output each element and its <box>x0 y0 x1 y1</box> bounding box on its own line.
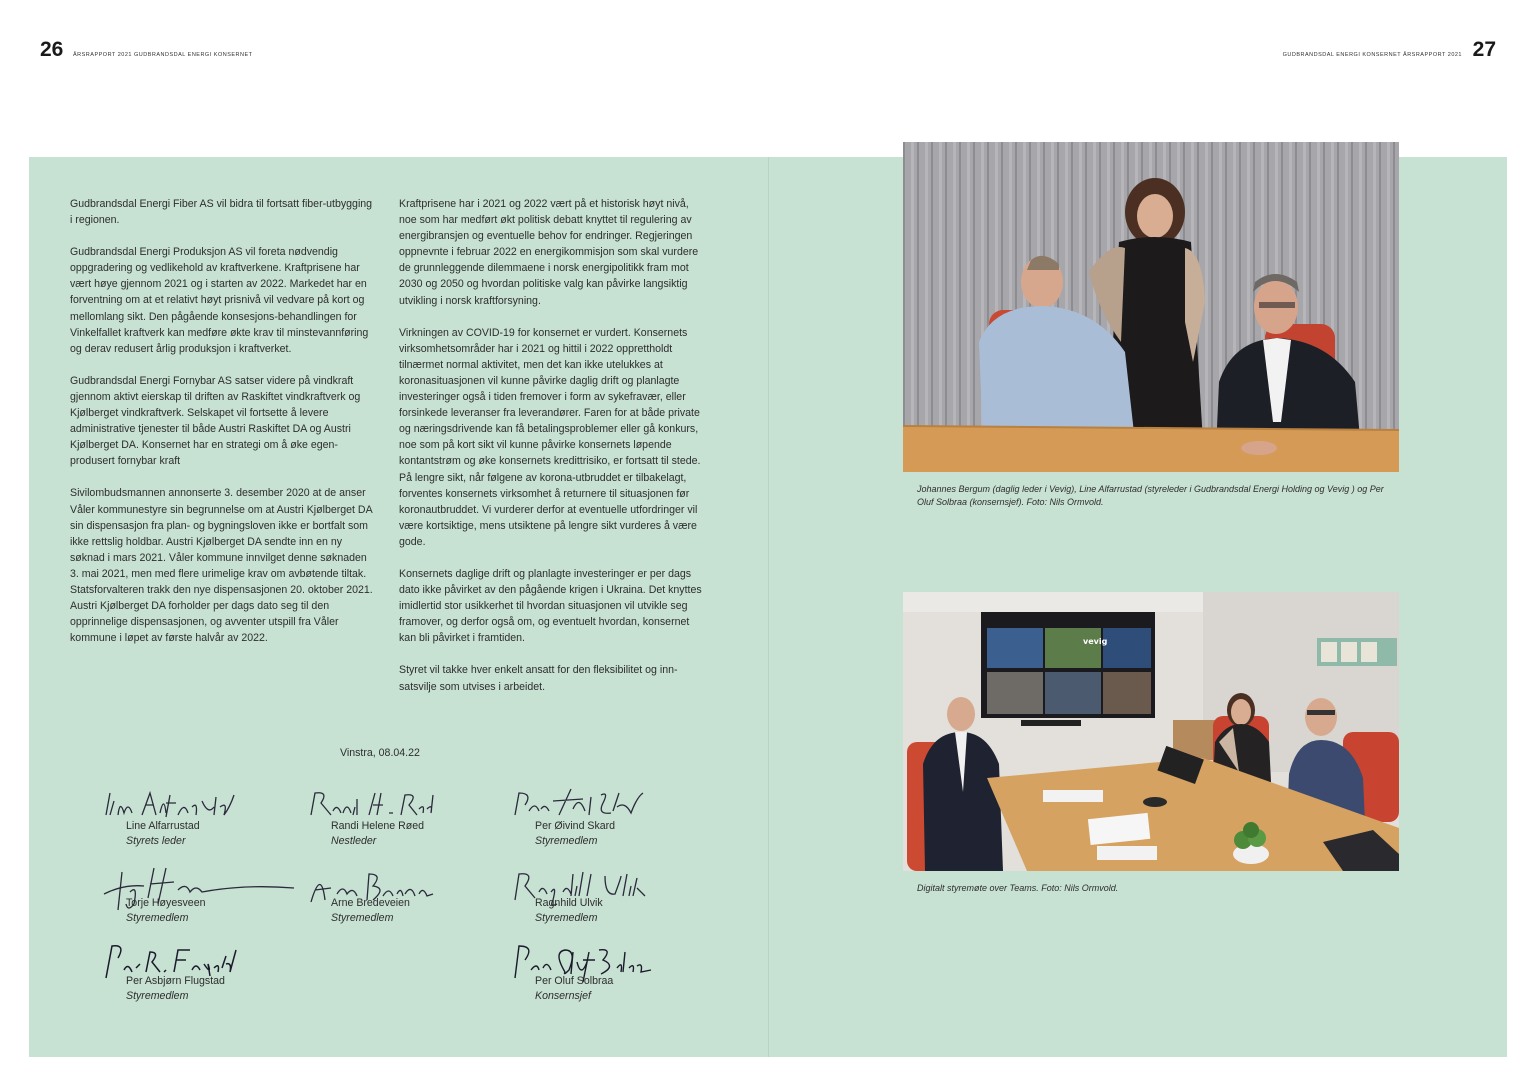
photo1-caption: Johannes Bergum (daglig leder i Vevig), Line Alfarrustad (styreleder i Gudbrandsdal Energi Holding og Vevig ) og Per Oluf Solbraa (konsernsjef). Foto: Nils Ormvold. <box>917 484 1384 507</box>
handwritten-signature <box>309 787 439 823</box>
paragraph: Gudbrandsdal Energi Produksjon AS vil foreta nødvendig oppgradering og vedlikehold av kraftverkene. Kraftprisene har vært høye gjennom 2021 og i starten av 2022. Markedet har en forventning om at et relativt høyt prisnivå vil vedvare på kort og mellomlang sikt. Den pågående konsesjons-behandlingen for Vinkelfallet kraftverk kan medføre økte krav til minstevannføring og derav redusert årlig produksjon i kraftverket. <box>70 246 369 355</box>
paragraph: Kraftprisene har i 2021 og 2022 vært på et historisk høyt nivå, noe som har medført økt politisk debatt knyttet til regulering av energibransjen og eventuelle behov for endringer. Regjeringen oppnevnte i februar 2022 en energikommisjon som skal vurdere de grunnleggende dilemmaene i norsk energipolitikk fram mot 2030 og 2050 og hvordan politiske valg kan påvirke langsiktig utvikling i norsk kraftforsyning. <box>399 198 699 307</box>
page-number-right: 27 <box>1472 38 1496 61</box>
signature-block <box>126 819 326 849</box>
signatory-name: Arne Bredeveien <box>331 897 410 909</box>
paragraph: Gudbrandsdal Energi Fornybar AS satser videre på vindkraft gjennom aktivt eierskap til driften av Raskiftet vindkraftverk og Kjølberget vindkraftverk. Selskapet vil fortsette å levere administrative tjenester til både Austri Raskiftet DA og Austri Kjølberget DA. Konsernet har en strategi om å øke egen-produsert fornybar kraft <box>70 374 361 468</box>
photo2-caption: Digitalt styremøte over Teams. Foto: Nils Ormvold. <box>917 883 1119 893</box>
page-gutter <box>768 157 769 1057</box>
running-title-right: GUDBRANDSDAL ENERGI KONSERNET ÅRSRAPPORT 2021 <box>1282 52 1462 58</box>
running-title-left: ÅRSRAPPORT 2021 GUDBRANDSDAL ENERGI KONSERNET <box>73 52 253 58</box>
text-column-2 <box>399 196 704 711</box>
signatory-role: Styremedlem <box>331 912 394 924</box>
signature-block <box>126 896 326 926</box>
signatory-role: Nestleder <box>331 835 377 847</box>
page-number-left: 26 <box>40 38 64 61</box>
signature-block <box>535 819 735 849</box>
place-date: Vinstra, 08.04.22 <box>340 747 420 759</box>
signatory-name: Torje Høyesveen <box>126 897 206 909</box>
handwritten-signature <box>513 787 653 823</box>
signatory-name: Randi Helene Røed <box>331 820 425 832</box>
signatory-role: Styremedlem <box>535 835 598 847</box>
signatory-role: Styremedlem <box>126 990 189 1002</box>
photo-three-people <box>903 142 1399 472</box>
signature-block <box>331 896 531 926</box>
text-column-1 <box>70 196 375 662</box>
handwritten-signature <box>104 787 244 823</box>
paragraph: Konsernets daglige drift og planlagte investeringer er per dags dato ikke påvirket av den pågående krigen i Ukraina. Det knyttes imidlertid stor usikkerhet til hvordan situasjonen vil utvikle seg framover, og derfor også om, og eventuelt hvordan, konsernet kan bli påvirket i framtiden. <box>399 567 702 645</box>
paragraph: Styret vil takke hver enkelt ansatt for den fleksibilitet og inn-satsvilje som utvises i arbeidet. <box>399 664 678 693</box>
paragraph: Virkningen av COVID-19 for konsernet er vurdert. Konsernets virksomhetsområder har i 2021 og hittil i 2022 opprettholdt tilnærmet normal aktivitet, men det kan ikke utelukkes at koronasituasjonen vil kunne påvirke daglig drift og planlagte investeringer også i tiden fremover i form av sykefravær, eller forsinkede leveranser fra leverandører. Faren for at både private og næringsdrivende kan få betalingsproblemer eller gå konkurs, noe som på kort sikt vil kunne påvirke konsernets løpende kontantstrøm og øke konsernets kredittrisiko, er fortsatt til stede. På lengre sikt, når følgene av korona-utbruddet er tilbakelagt, forventes konsernets virksomhet å returnere til situasjonen før koronautbruddet. Vi vurderer derfor at eventuelle utfordringer vil være kortsiktige, mens utsiktene på lengre sikt vurderes å være gode. <box>399 326 701 548</box>
signatory-role: Styrets leder <box>126 835 186 847</box>
signatory-name: Per Asbjørn Flugstad <box>126 975 225 987</box>
signatory-name: Per Øivind Skard <box>535 820 616 832</box>
paragraph: Sivilombudsmannen annonserte 3. desember 2020 at de anser Våler kommunestyre sin begrunnelse om at Austri Kjølberget DA sin dispensasjon fra plan- og bygningsloven ikke er bortfalt som ikke rettslig holdbar. Austri Kjølberget DA sendte inn en ny søknad i mars 2021. Våler kommune innvilget denne søknaden 3. mai 2021, men med flere urimelige krav om avbøtende tiltak. Statsforvalteren trakk den nye dispensasjonen 20. oktober 2021. Austri Kjølberget DA forholder per dags dato seg til den opprinnelige dispensasjonen, og avventer utspill fra Våler kommune i løpet av første halvår av 2022. <box>70 487 373 645</box>
screen-logo-text: vevig <box>1083 637 1108 646</box>
signature-block <box>126 974 326 1004</box>
signature-block <box>535 896 735 926</box>
signature-block <box>331 819 531 849</box>
signatory-role: Styremedlem <box>535 912 598 924</box>
signatory-name: Per Oluf Solbraa <box>535 975 614 987</box>
signatory-role: Styremedlem <box>126 912 189 924</box>
signatory-role: Konsernsjef <box>535 990 591 1002</box>
signatory-name: Line Alfarrustad <box>126 820 200 832</box>
signatory-name: Ragnhild Ulvik <box>535 897 603 909</box>
photo-teams-meeting <box>903 592 1399 871</box>
signature-block <box>535 974 735 1004</box>
paragraph: Gudbrandsdal Energi Fiber AS vil bidra til fortsatt fiber-utbygging i regionen. <box>70 198 373 227</box>
